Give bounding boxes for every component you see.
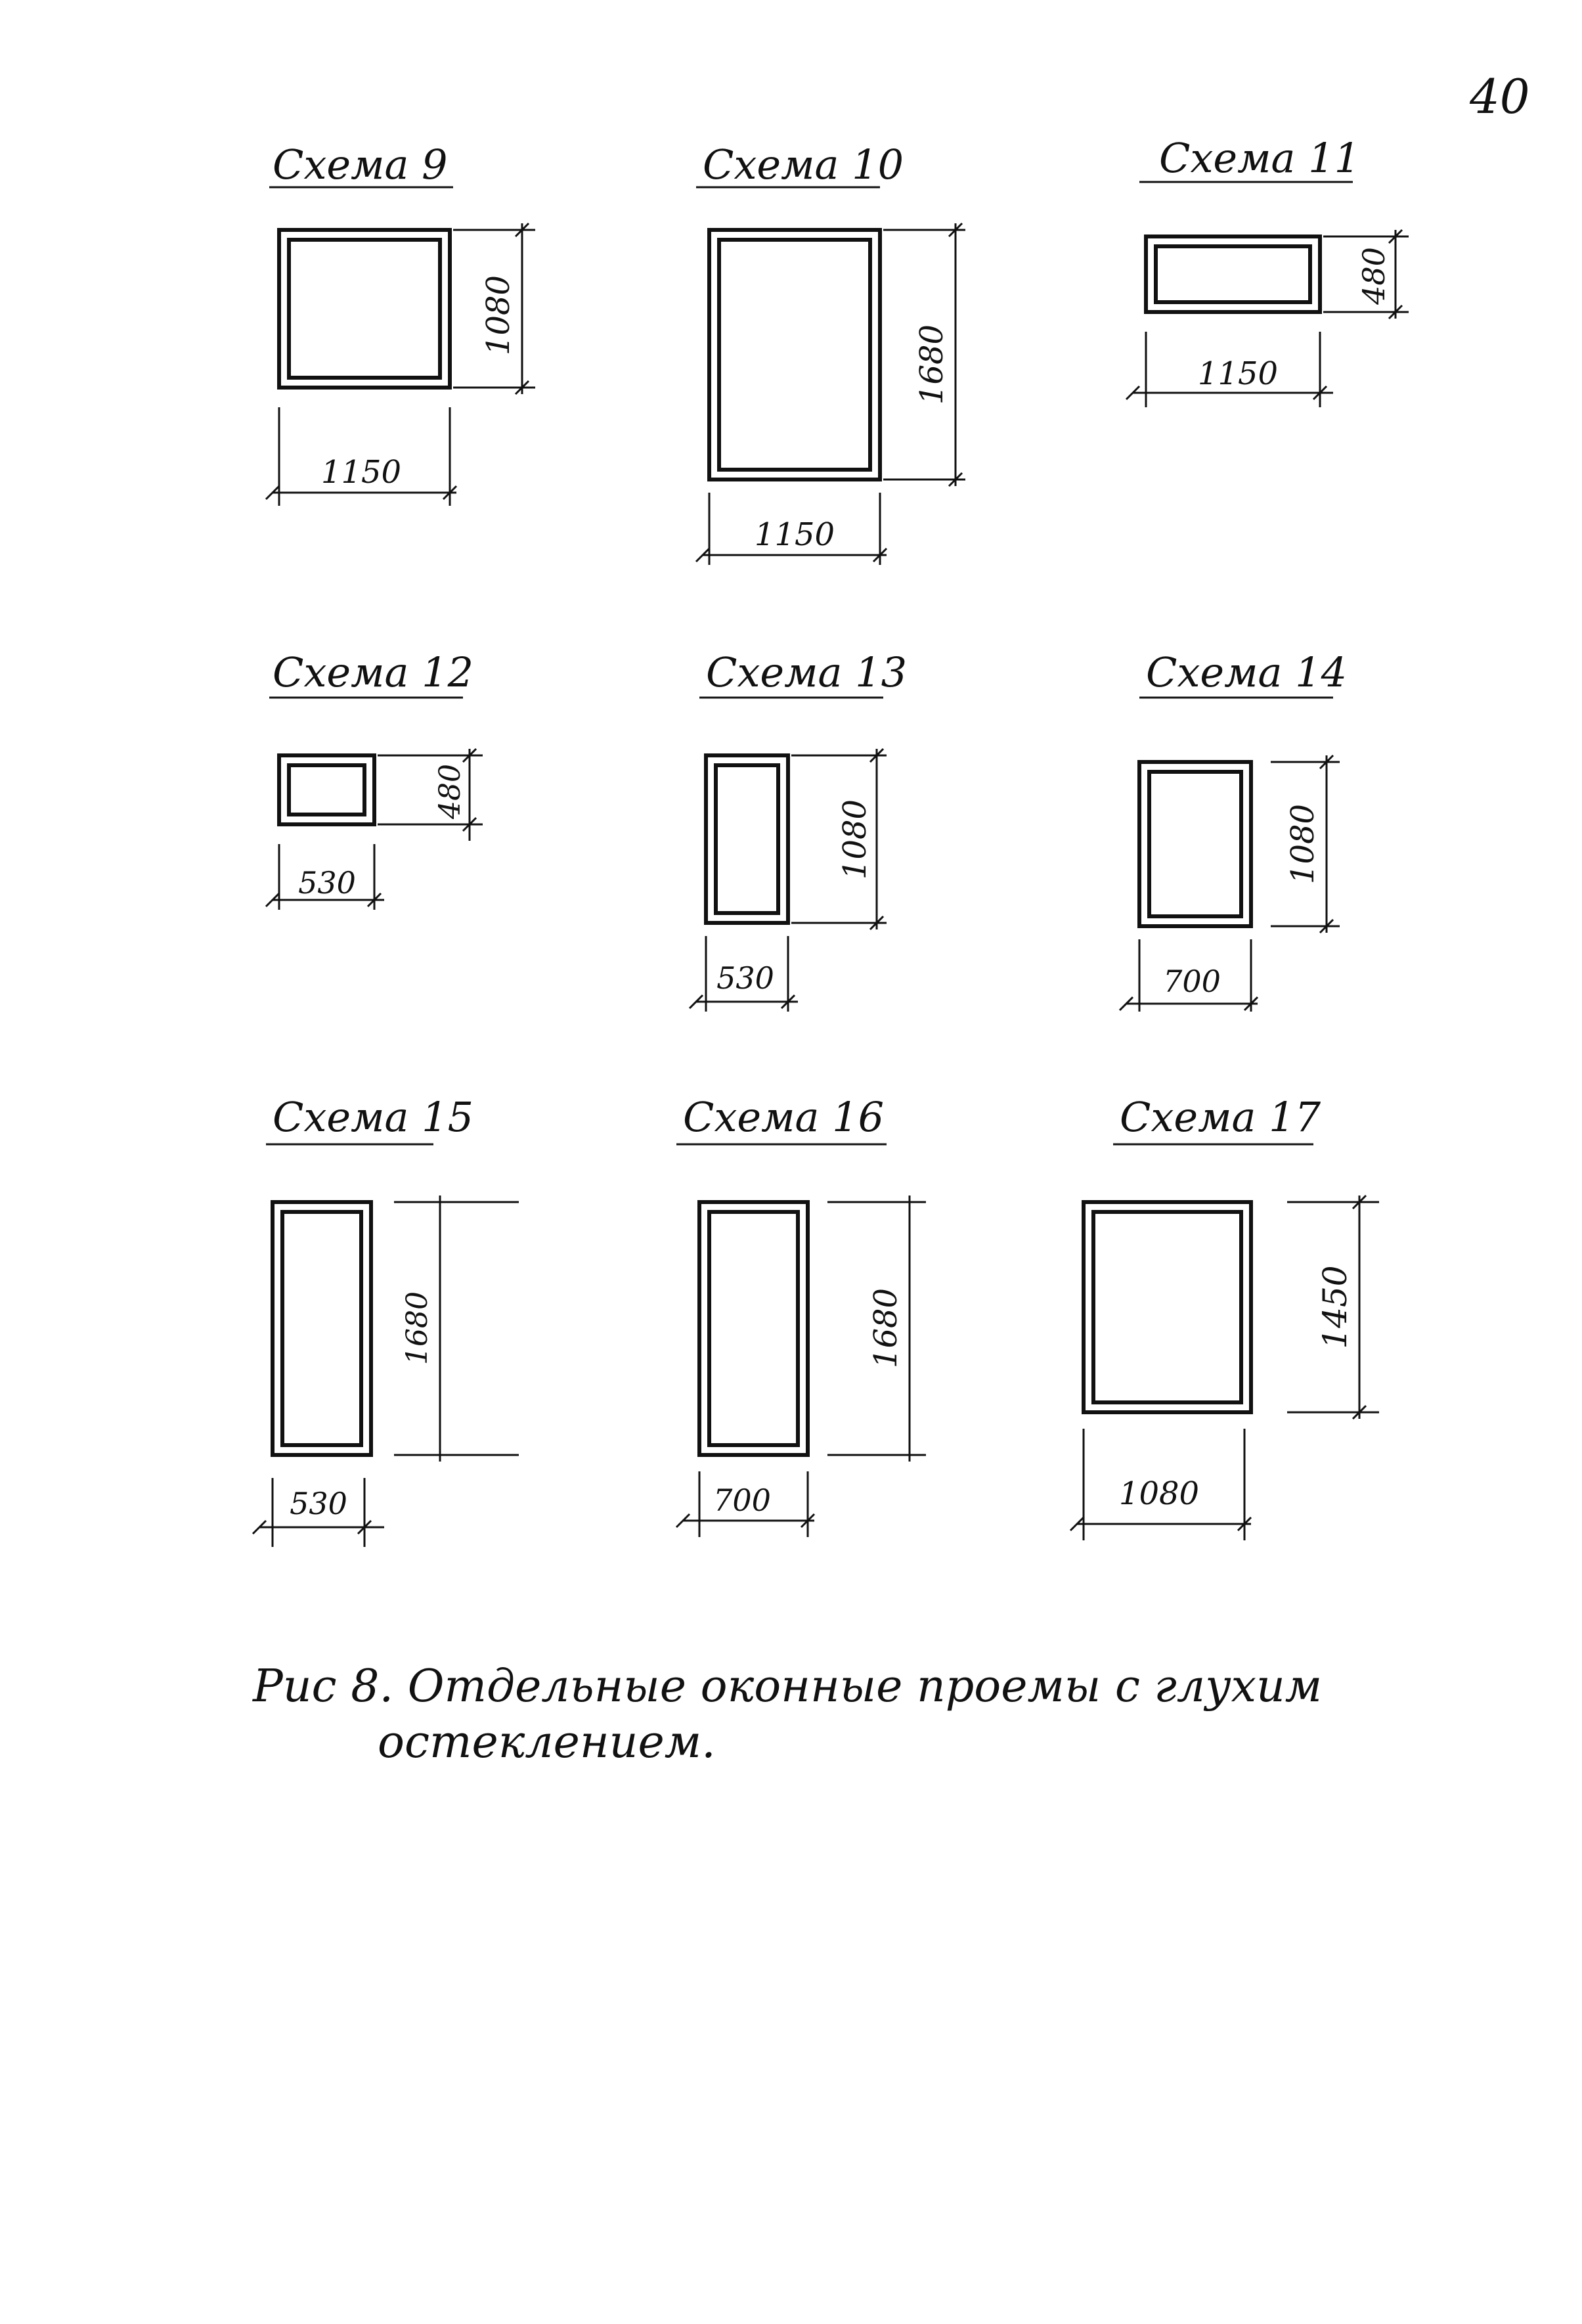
scheme-15-title: Схема 15 bbox=[273, 1093, 474, 1141]
scheme-13-glazing bbox=[716, 765, 778, 913]
scheme-17-width-label: 1080 bbox=[1118, 1475, 1200, 1512]
scheme-16-title: Схема 16 bbox=[683, 1093, 885, 1141]
scheme-10-title: Схема 10 bbox=[703, 141, 904, 189]
scheme-12-width-label: 530 bbox=[298, 865, 356, 901]
scheme-14-width-label: 700 bbox=[1163, 964, 1221, 999]
scheme-11-height-label: 480 bbox=[1356, 247, 1392, 305]
scheme-9-width-label: 1150 bbox=[320, 454, 402, 491]
scheme-13-height-label: 1080 bbox=[837, 799, 873, 880]
scheme-12-glazing bbox=[289, 765, 364, 815]
scheme-13-width-label: 530 bbox=[716, 960, 774, 996]
scheme-14-glazing bbox=[1149, 772, 1241, 916]
scheme-12 bbox=[266, 648, 483, 910]
scheme-15-height-label: 1680 bbox=[401, 1291, 434, 1365]
scheme-12-height-label: 480 bbox=[433, 764, 467, 819]
scheme-16-height-label: 1680 bbox=[868, 1287, 904, 1369]
scheme-11-title: Схема 11 bbox=[1159, 134, 1361, 182]
figure-caption-line-1: Рис 8. Отдельные оконные проемы с глухим bbox=[253, 1661, 1323, 1712]
scheme-10-width-label: 1150 bbox=[754, 516, 835, 553]
scheme-13-window-frame bbox=[706, 755, 788, 923]
scheme-11 bbox=[1126, 134, 1409, 407]
scheme-13 bbox=[690, 648, 907, 1012]
scheme-15-glazing bbox=[282, 1212, 361, 1445]
scheme-17 bbox=[1070, 1093, 1379, 1540]
scheme-15 bbox=[253, 1093, 519, 1547]
scheme-12-height-dimension bbox=[378, 749, 483, 841]
scheme-10 bbox=[696, 141, 965, 565]
scheme-9 bbox=[266, 141, 535, 506]
scheme-14 bbox=[1120, 648, 1347, 1012]
scheme-17-window-frame bbox=[1084, 1202, 1251, 1412]
scheme-12-title: Схема 12 bbox=[273, 648, 474, 696]
page-number: 40 bbox=[1470, 69, 1530, 124]
scheme-14-height-label: 1080 bbox=[1285, 803, 1321, 885]
scheme-13-title: Схема 13 bbox=[706, 648, 908, 696]
scheme-16-window-frame bbox=[699, 1202, 808, 1455]
scheme-11-width-label: 1150 bbox=[1197, 355, 1279, 392]
scheme-9-title: Схема 9 bbox=[273, 141, 448, 189]
scheme-14-title: Схема 14 bbox=[1146, 648, 1348, 696]
scheme-15-width-label: 530 bbox=[290, 1486, 347, 1521]
scheme-16 bbox=[676, 1093, 926, 1537]
scheme-16-width-label: 700 bbox=[713, 1483, 771, 1518]
scheme-14-window-frame bbox=[1139, 762, 1251, 926]
scheme-11-glazing bbox=[1156, 246, 1310, 302]
scheme-15-window-frame bbox=[273, 1202, 371, 1455]
scheme-10-height-label: 1680 bbox=[913, 324, 950, 405]
scheme-9-height-label: 1080 bbox=[480, 275, 517, 356]
figure-caption-line-2: остеклением. bbox=[378, 1716, 716, 1768]
scheme-17-glazing bbox=[1093, 1212, 1241, 1402]
scheme-17-title: Схема 17 bbox=[1120, 1093, 1321, 1141]
scheme-10-window-frame bbox=[709, 230, 880, 480]
scheme-17-height-label: 1450 bbox=[1316, 1265, 1354, 1349]
scheme-10-glazing bbox=[719, 240, 870, 470]
scheme-9-window-frame bbox=[279, 230, 450, 388]
scheme-9-glazing bbox=[289, 240, 440, 378]
scheme-16-glazing bbox=[709, 1212, 798, 1445]
